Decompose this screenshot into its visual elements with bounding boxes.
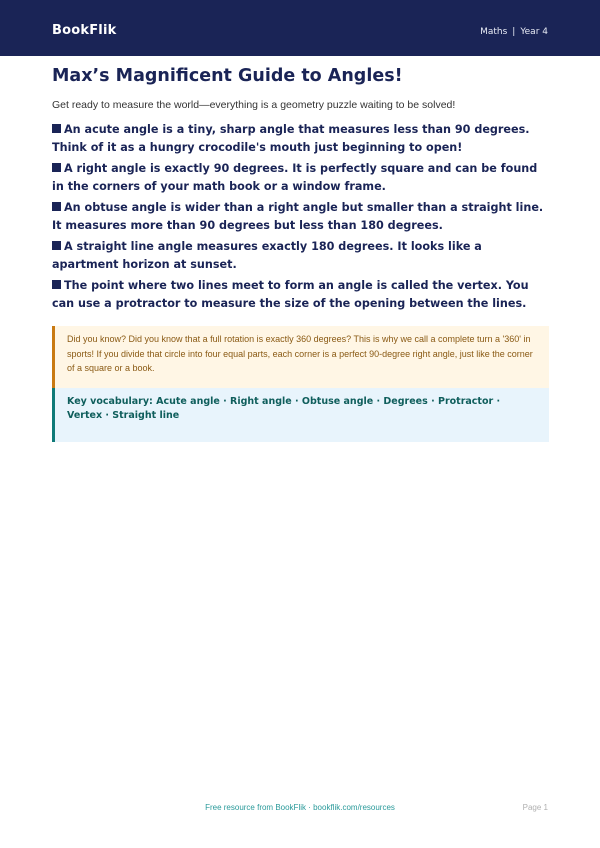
- key-point-text: An acute angle is a tiny, sharp angle that measures less than 90 degrees. Think of it as a hungry crocodile's mouth just beginning to open!: [52, 123, 530, 154]
- subject-year-meta: [480, 27, 548, 37]
- meta-separator: |: [512, 27, 516, 37]
- key-point: [52, 238, 552, 274]
- square-bullet-icon: [52, 241, 61, 250]
- key-point: [52, 277, 552, 313]
- intro-text: Get ready to measure the world—everything is a geometry puzzle waiting to be solved!: [52, 99, 456, 111]
- key-point: [52, 199, 552, 235]
- square-bullet-icon: [52, 280, 61, 289]
- vocabulary-text: Key vocabulary: Acute angle · Right angle · Obtuse angle · Degrees · Protractor · Vertex · Straight line: [67, 396, 501, 421]
- square-bullet-icon: [52, 163, 61, 172]
- footer-resource-link[interactable]: Free resource from BookFlik · bookflik.com/resources: [205, 803, 395, 812]
- key-point-text: The point where two lines meet to form an angle is called the vertex. You can use a protractor to measure the size of the opening between the lines.: [52, 279, 529, 310]
- key-point: [52, 160, 552, 196]
- key-points-list: [52, 121, 552, 316]
- did-you-know-callout: [52, 326, 549, 388]
- key-vocabulary-box: [52, 388, 549, 442]
- key-point: [52, 121, 552, 157]
- brand-logo[interactable]: BookFlik: [52, 23, 117, 38]
- page-header: [0, 0, 600, 56]
- square-bullet-icon: [52, 202, 61, 211]
- key-point-text: A right angle is exactly 90 degrees. It is perfectly square and can be found in the corners of your math book or a window frame.: [52, 162, 538, 193]
- key-point-text: An obtuse angle is wider than a right angle but smaller than a straight line. It measures more than 90 degrees but less than 180 degrees.: [52, 201, 544, 232]
- key-point-text: A straight line angle measures exactly 180 degrees. It looks like a apartment horizon at sunset.: [52, 240, 482, 271]
- page-number: Page 1: [522, 803, 548, 812]
- callout-text: Did you know? Did you know that a full rotation is exactly 360 degrees? This is why we call a complete turn a '360' in sports! If you divide that circle into four equal parts, each corner is a perfect 90-degree right angle, just like the corner of a square or a book.: [67, 334, 533, 373]
- subject-label: Maths: [480, 27, 508, 37]
- square-bullet-icon: [52, 124, 61, 133]
- page-title: Max’s Magnificent Guide to Angles!: [52, 66, 403, 86]
- year-label: Year 4: [520, 27, 548, 37]
